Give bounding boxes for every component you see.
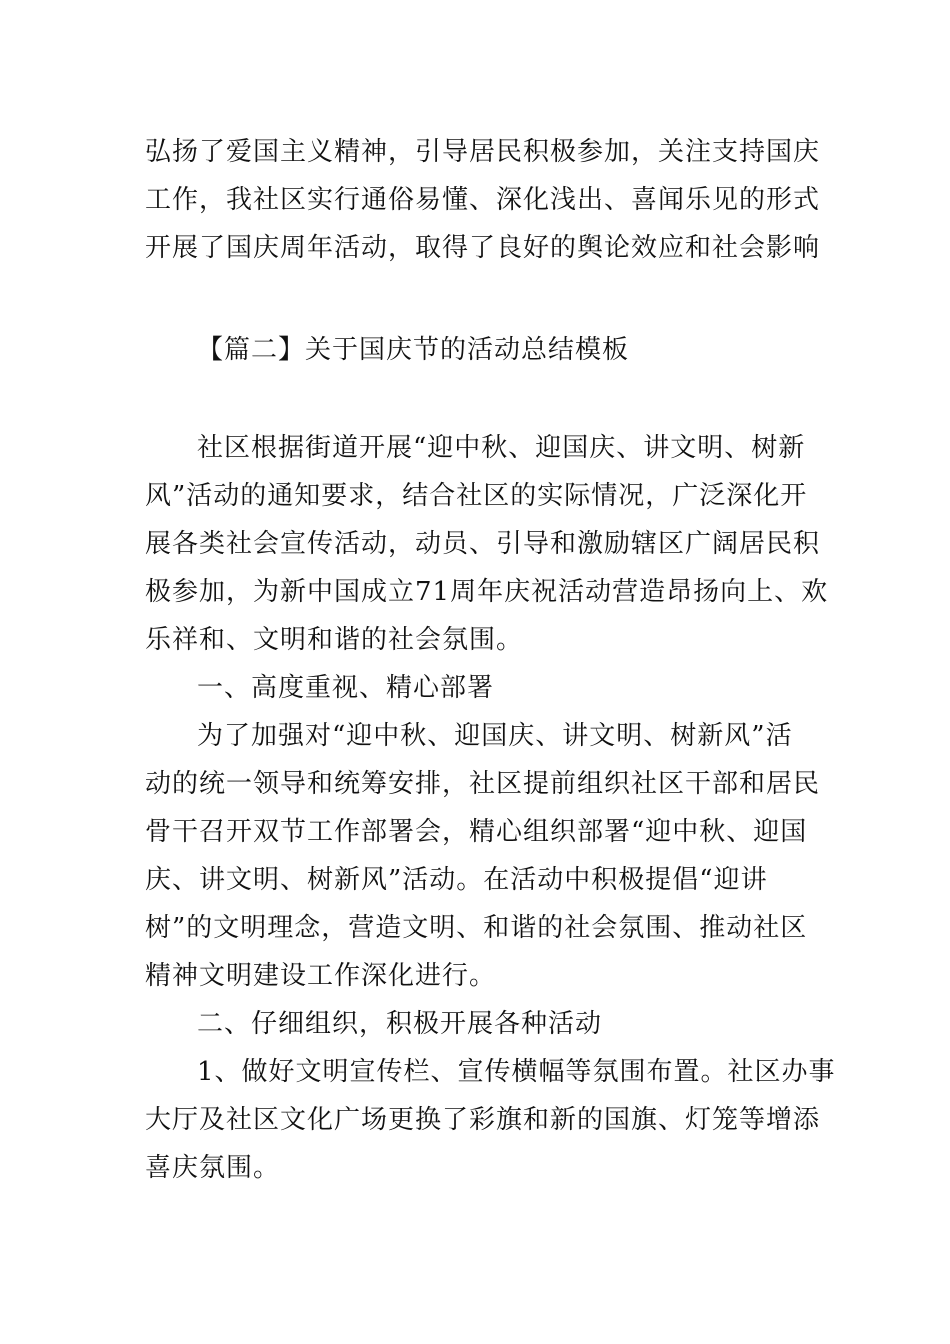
heading-2: 二、仔细组织，积极开展各种活动 — [197, 1009, 603, 1039]
para3-line-3: 喜庆氛围。 — [145, 1153, 281, 1183]
section-title: 【篇二】关于国庆节的活动总结模板 — [197, 335, 630, 365]
para1-line-2: 风”活动的通知要求，结合社区的实际情况，广泛深化开 — [145, 481, 808, 511]
para1-line-5: 乐祥和、文明和谐的社会氛围。 — [145, 625, 524, 655]
para1-line-3: 展各类社会宣传活动，动员、引导和激励辖区广阔居民积 — [145, 529, 821, 559]
intro-line-3: 开展了国庆周年活动，取得了良好的舆论效应和社会影响 — [145, 233, 821, 263]
heading-1: 一、高度重视、精心部署 — [197, 673, 495, 703]
para2-line-6: 精神文明建设工作深化进行。 — [145, 961, 497, 991]
intro-line-1: 弘扬了爱国主义精神，引导居民积极参加，关注支持国庆 — [145, 137, 821, 167]
para1-line-1: 社区根据街道开展“迎中秋、迎国庆、讲文明、树新 — [197, 433, 806, 463]
para2-line-2: 动的统一领导和统筹安排，社区提前组织社区干部和居民 — [145, 769, 821, 799]
para2-line-4: 庆、讲文明、树新风”活动。在活动中积极提倡“迎讲 — [145, 865, 768, 895]
para3-line-1: 1、做好文明宣传栏、宣传横幅等氛围布置。社区办事 — [197, 1057, 836, 1087]
para2-line-5: 树”的文明理念，营造文明、和谐的社会氛围、推动社区 — [145, 913, 808, 943]
para1-line-4: 极参加，为新中国成立71周年庆祝活动营造昂扬向上、欢 — [145, 577, 829, 607]
para2-line-1: 为了加强对“迎中秋、迎国庆、讲文明、树新风”活 — [197, 721, 793, 751]
para3-line-2: 大厅及社区文化广场更换了彩旗和新的国旗、灯笼等增添 — [145, 1105, 821, 1135]
para2-line-3: 骨干召开双节工作部署会，精心组织部署“迎中秋、迎国 — [145, 817, 808, 847]
intro-line-2: 工作，我社区实行通俗易懂、深化浅出、喜闻乐见的形式 — [145, 185, 821, 215]
